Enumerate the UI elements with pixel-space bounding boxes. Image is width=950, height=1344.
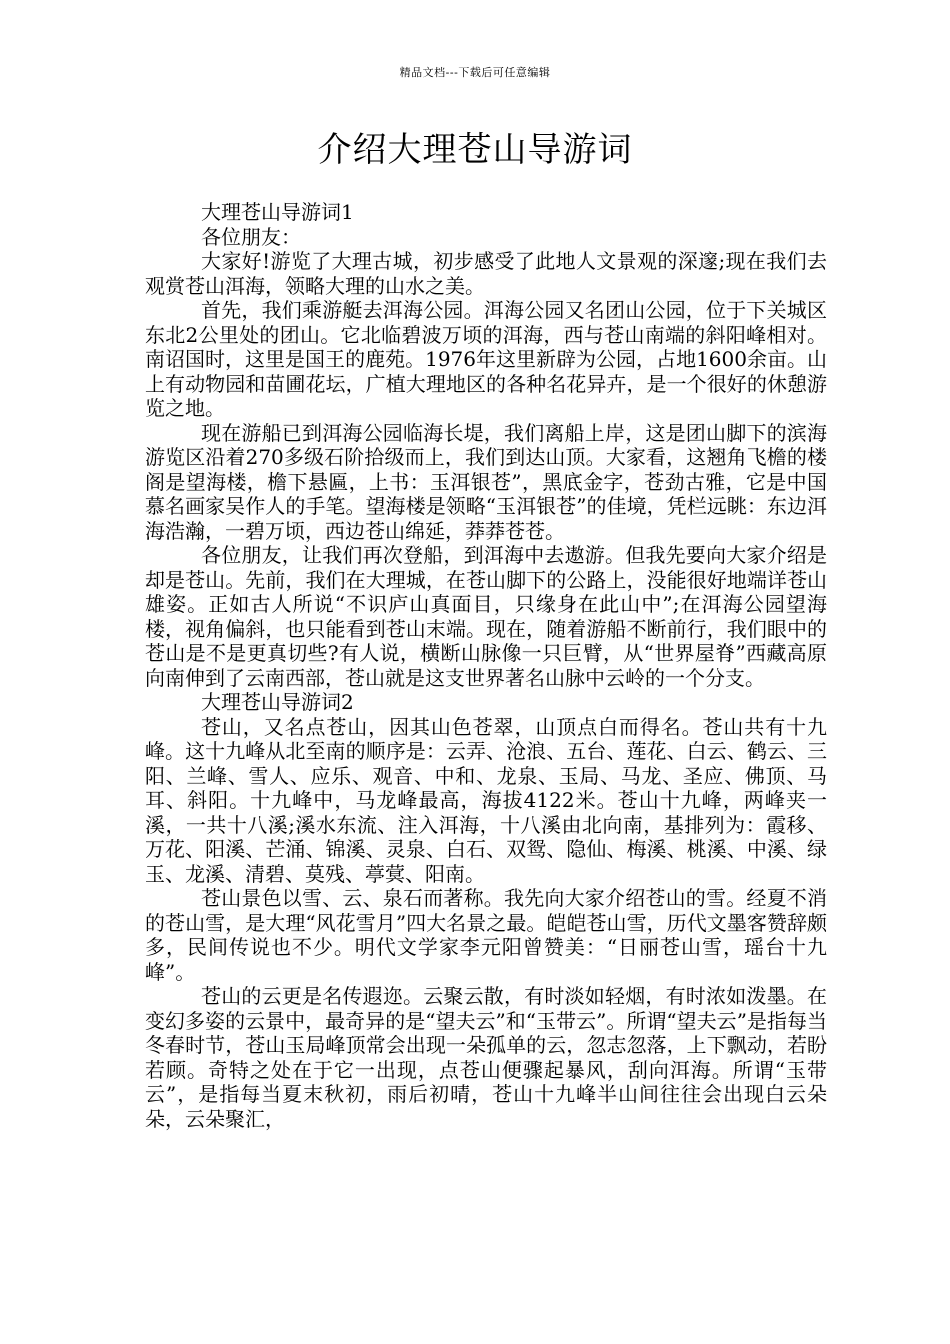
paragraph-cangshan-snow: 苍山景色以雪、云、泉石而著称。我先向大家介绍苍山的雪。经夏不消的苍山雪，是大理“风花雪月”四大名景之最。皑皑苍山雪，历代文墨客赞辞颇多，民间传说也不少。明代文学家李元阳曾赞美：“日丽苍山雪，瑶台十九峰”。: [145, 886, 827, 984]
paragraph-section-heading-2: 大理苍山导游词2: [201, 690, 354, 714]
paragraph-section-heading-1: 大理苍山导游词1: [201, 200, 354, 224]
paragraph-cangshan-clouds: 苍山的云更是名传遐迩。云聚云散，有时淡如轻烟，有时浓如泼墨。在变幻多姿的云景中，最奇异的是“望夫云”和“玉带云”。所谓“望夫云”是指每当冬春时节，苍山玉局峰顶常会出现一朵孤单的云，忽志忽落，上下飘动，若盼若顾。奇特之处在于它一出现，点苍山便骤起暴风，刮向洱海。所谓“玉带云”，是指每当夏末秋初，雨后初晴，苍山十九峰半山间往往会出现白云朵朵，云朵聚汇，: [145, 984, 827, 1131]
paragraph-erhai-park: 首先，我们乘游艇去洱海公园。洱海公园又名团山公园，位于下关城区东北2公里处的团山。它北临碧波万顷的洱海，西与苍山南端的斜阳峰相对。南诏国时，这里是国王的鹿苑。1976年这里新辟为公园，占地1600余亩。山上有动物园和苗圃花坛，广植大理地区的各种名花异卉，是一个很好的休憩游览之地。: [145, 298, 827, 420]
paragraph-wanghai-tower: 现在游船已到洱海公园临海长堤，我们离船上岸，这是团山脚下的滨海游览区沿着270多级石阶拾级而上，我们到达山顶。大家看，这翘角飞檐的楼阁是望海楼，檐下悬匾，上书：玉洱银苍”，黑底金字，苍劲古雅，它是中国慕名画家吴作人的手笔。望海楼是领略“玉洱银苍”的佳境，凭栏远眺：东边洱海浩瀚，一碧万顷，西边苍山绵延，莽莽苍苍。: [145, 420, 827, 543]
paragraph-greeting: 各位朋友：: [201, 224, 301, 249]
paragraph-intro: 大家好!游览了大理古城，初步感受了此地人文景观的深邃;现在我们去观赏苍山洱海，领略大理的山水之美。: [145, 249, 827, 298]
document-body: [145, 200, 827, 1131]
header-note: 精品文档---下载后可任意编辑: [399, 66, 551, 79]
paragraph-cangshan-intro: 各位朋友，让我们再次登船，到洱海中去遨游。但我先要向大家介绍是却是苍山。先前，我们在大理城，在苍山脚下的公路上，没能很好地端详苍山雄姿。正如古人所说“不识庐山真面目，只缘身在此山中”;在洱海公园望海楼，视角偏斜，也只能看到苍山末端。现在，随着游船不断前行，我们眼中的苍山是不是更真切些?有人说，横断山脉像一只巨臂，从“世界屋脊”西藏高原向南伸到了云南西部，苍山就是这支世界著名山脉中云岭的一个分支。: [145, 543, 827, 690]
document-title: 介绍大理苍山导游词: [317, 130, 633, 170]
paragraph-nineteen-peaks: 苍山，又名点苍山，因其山色苍翠，山顶点白而得名。苍山共有十九峰。这十九峰从北至南的顺序是：云弄、沧浪、五台、莲花、白云、鹤云、三阳、兰峰、雪人、应乐、观音、中和、龙泉、玉局、马龙、圣应、佛顶、马耳、斜阳。十九峰中，马龙峰最高，海拔4122米。苍山十九峰，两峰夹一溪，一共十八溪;溪水东流、注入洱海，十八溪由北向南，基排列为：霞移、万花、阳溪、芒涌、锦溪、灵泉、白石、双鸳、隐仙、梅溪、桃溪、中溪、绿玉、龙溪、清碧、莫残、葶蓂、阳南。: [145, 714, 827, 886]
